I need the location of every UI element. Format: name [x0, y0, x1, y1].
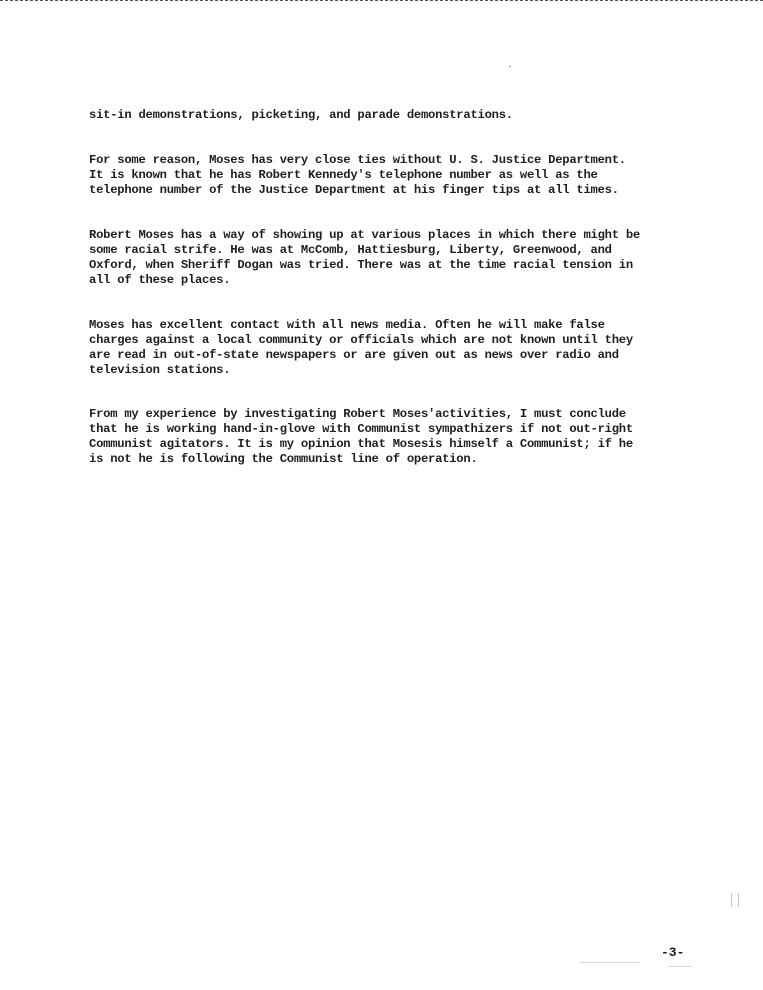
- scan-speck: [731, 893, 732, 907]
- paragraph-4-line-2: charges against a local community or officials which are not known until they: [89, 333, 633, 347]
- paragraph-2-line-3: telephone number of the Justice Department at his finger tips at all times.: [89, 183, 619, 197]
- scan-speck: [509, 66, 511, 67]
- scan-speck: [668, 966, 692, 967]
- scan-speck: [580, 962, 640, 963]
- paragraph-5-line-4: is not he is following the Communist line of operation.: [89, 452, 478, 466]
- paragraph-1-line-1: sit-in demonstrations, picketing, and parade demonstrations.: [89, 108, 513, 122]
- paragraph-3-line-4: all of these places.: [89, 273, 231, 287]
- page-number: -3-: [661, 945, 685, 960]
- paragraph-5-line-3: Communist agitators. It is my opinion that Mosesis himself a Communist; if he: [89, 437, 633, 451]
- paragraph-3-line-3: Oxford, when Sheriff Dogan was tried. There was at the time racial tension in: [89, 258, 633, 272]
- paragraph-2-line-1: For some reason, Moses has very close ties without U. S. Justice Department.: [89, 153, 626, 167]
- scan-speck: [738, 893, 739, 907]
- page-top-edge: [0, 0, 763, 1]
- paragraph-4-line-1: Moses has excellent contact with all news media. Often he will make false: [89, 318, 605, 332]
- paragraph-2-line-2: It is known that he has Robert Kennedy's telephone number as well as the: [89, 168, 598, 182]
- paragraph-5-line-1: From my experience by investigating Robert Moses'activities, I must conclude: [89, 407, 626, 421]
- paragraph-3-line-1: Robert Moses has a way of showing up at various places in which there might be: [89, 228, 640, 242]
- paragraph-4-line-4: television stations.: [89, 363, 231, 377]
- paragraph-3-line-2: some racial strife. He was at McComb, Hattiesburg, Liberty, Greenwood, and: [89, 243, 612, 257]
- paragraph-4-line-3: are read in out-of-state newspapers or are given out as news over radio and: [89, 348, 619, 362]
- paragraph-5-line-2: that he is working hand-in-glove with Communist sympathizers if not out-right: [89, 422, 633, 436]
